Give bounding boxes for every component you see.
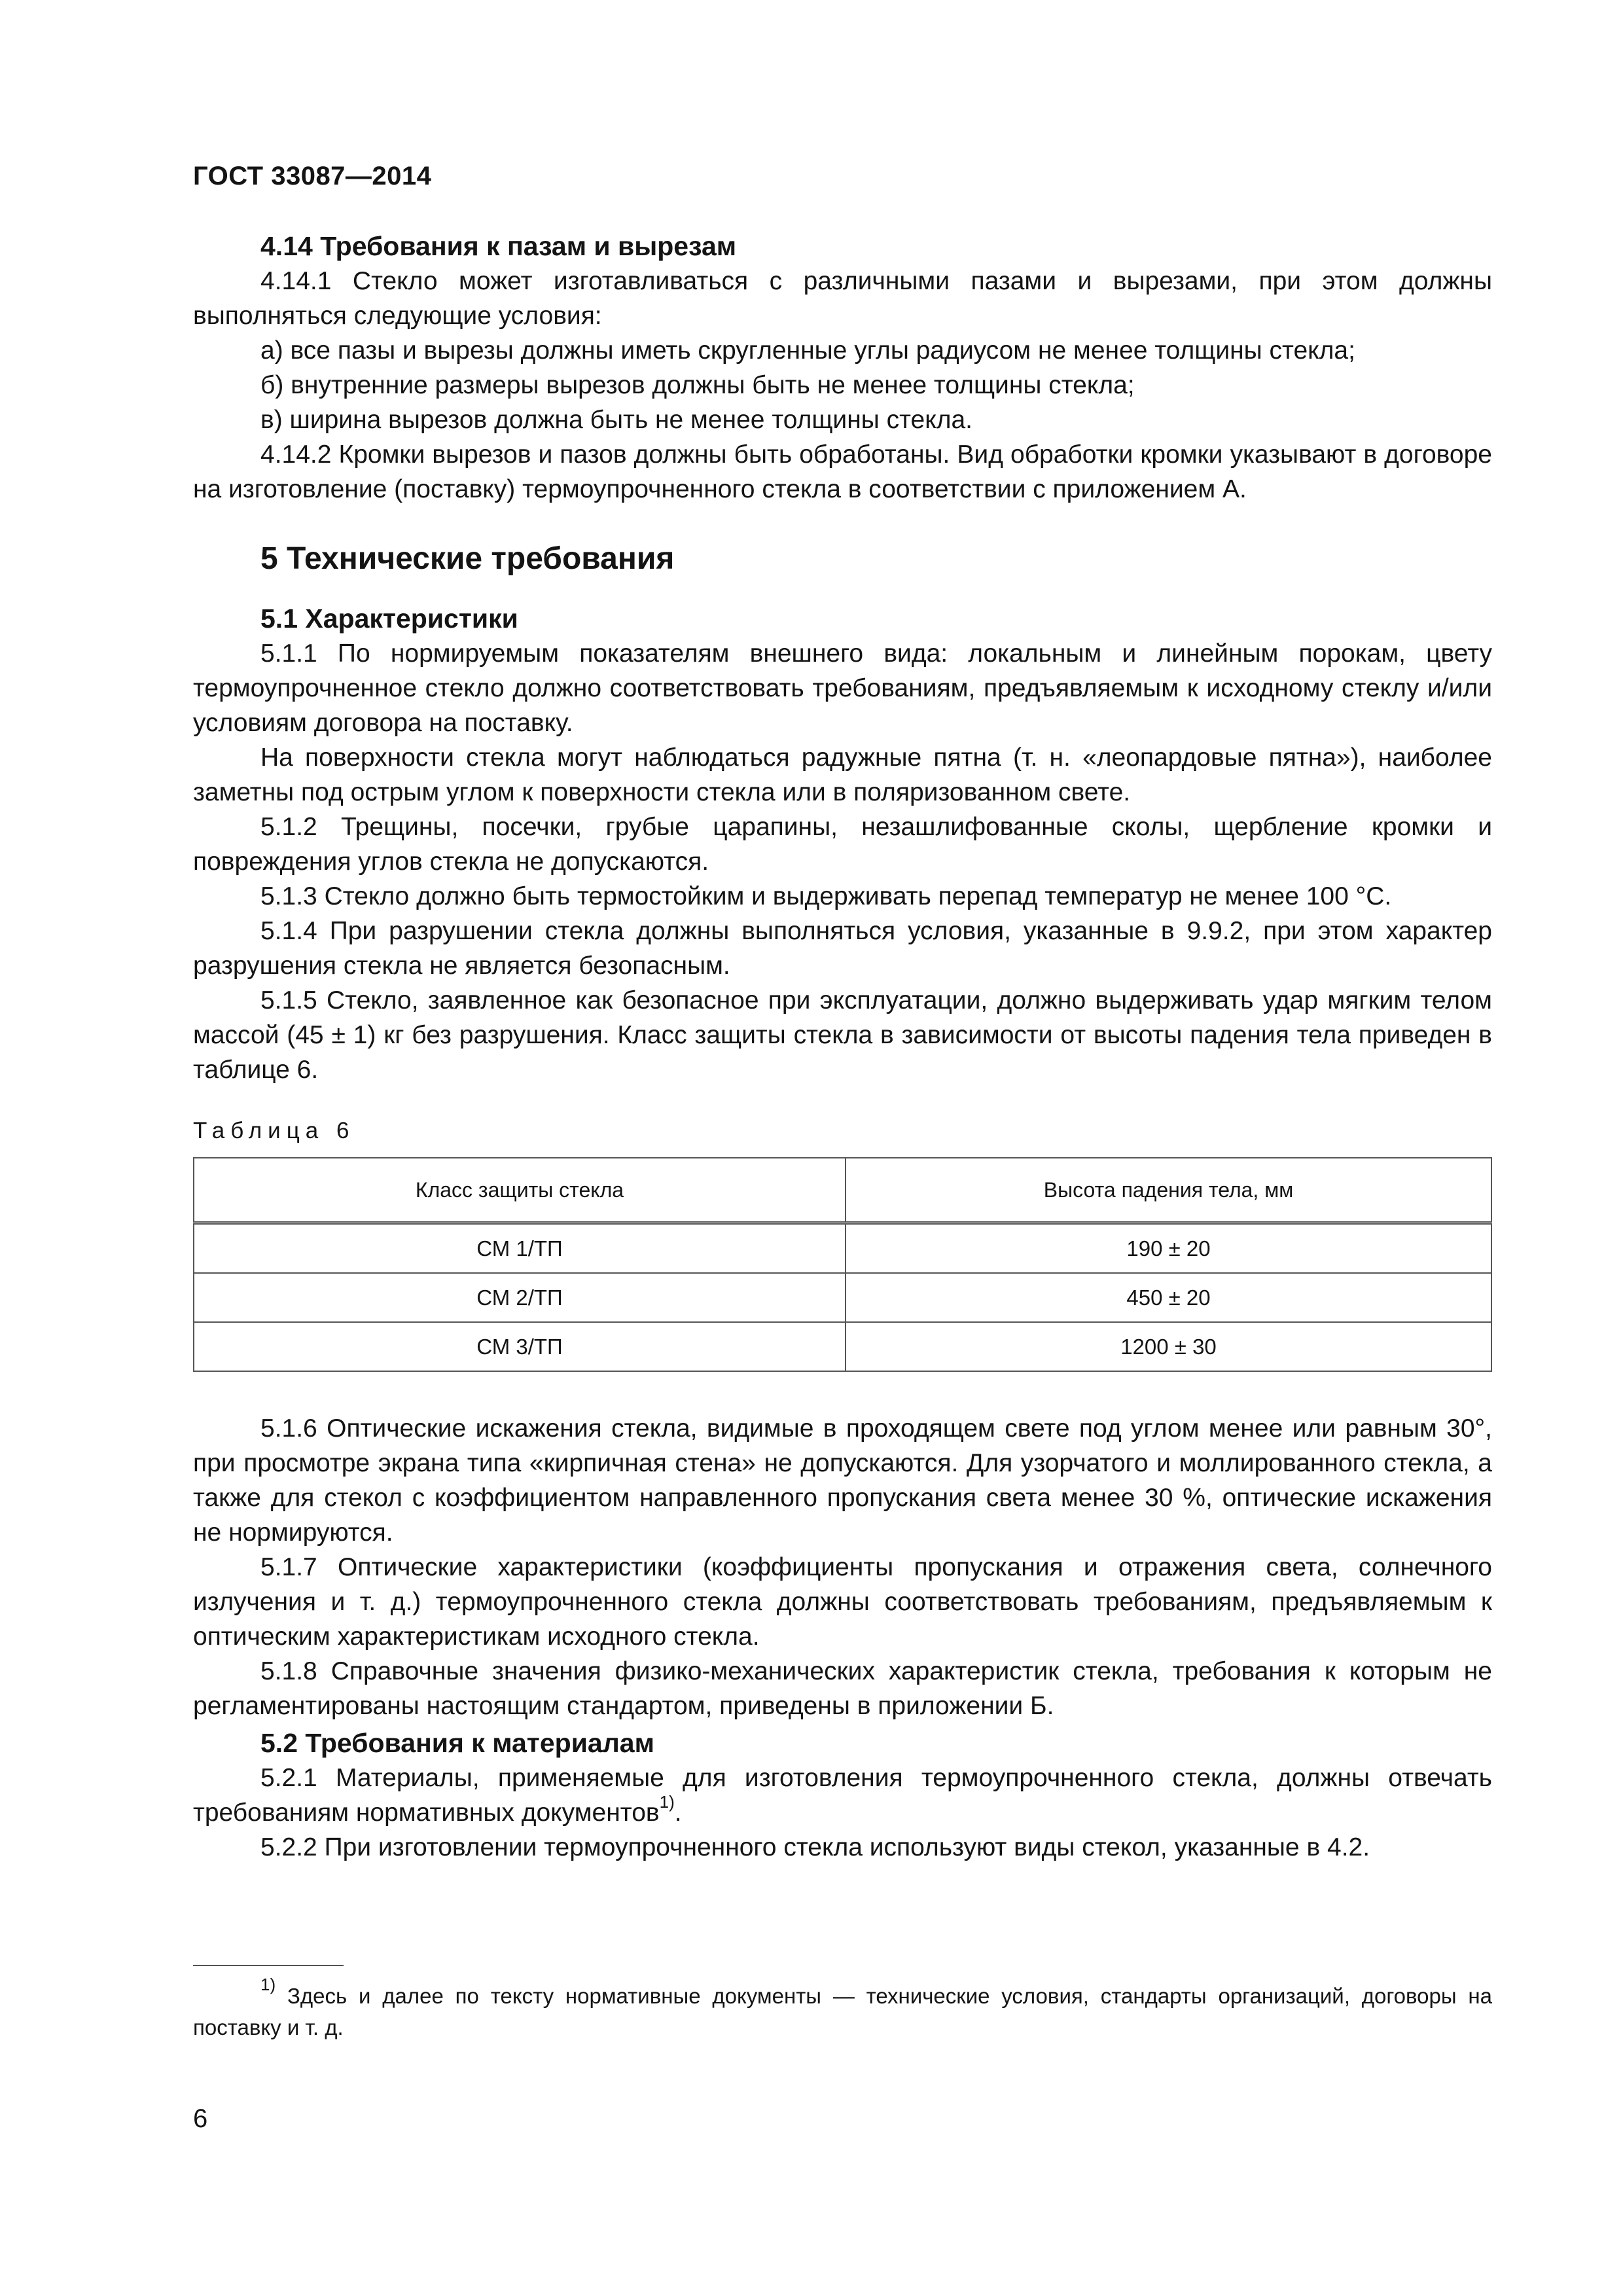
document-body bbox=[193, 229, 1492, 1865]
table-cell: СМ 3/ТП bbox=[194, 1322, 846, 1371]
paragraph-5-2-2: 5.2.2 При изготовлении термоупрочненного стекла используют виды стекол, указанные в 4.2. bbox=[260, 1833, 1370, 1861]
table-header-cell: Класс защиты стекла bbox=[194, 1158, 846, 1223]
section-heading-5-2: 5.2 Требования к материалам bbox=[260, 1728, 654, 1758]
footnote-separator bbox=[193, 1965, 344, 1966]
page-number: 6 bbox=[193, 2104, 208, 2133]
section-heading-4-14: 4.14 Требования к пазам и вырезам bbox=[260, 231, 737, 261]
paragraph-4-14-1: 4.14.1 Стекло может изготавливаться с различными пазами и вырезами, при этом должны выполняться следующие условия: bbox=[193, 267, 1492, 330]
footnote bbox=[193, 1975, 1492, 2043]
paragraph-4-14-2: 4.14.2 Кромки вырезов и пазов должны быть обработаны. Вид обработки кромки указывают в договоре на изготовление (поставку) термоупрочненного стекла в соответствии с приложением А. bbox=[193, 440, 1492, 503]
paragraph-5-1-2: 5.1.2 Трещины, посечки, грубые царапины, незашлифованные сколы, щербление кромки и повреждения углов стекла не допускаются. bbox=[193, 813, 1492, 876]
table-cell: 450 ± 20 bbox=[846, 1273, 1491, 1322]
table-row bbox=[194, 1322, 1491, 1371]
paragraph-5-2-1-text: 5.2.1 Материалы, применяемые для изготовления термоупрочненного стекла, должны отвечать требованиям нормативных документов bbox=[193, 1764, 1492, 1827]
paragraph-5-2-1 bbox=[193, 1761, 1492, 1830]
paragraph-5-1-6: 5.1.6 Оптические искажения стекла, видимые в проходящем свете под углом менее или равным 30°, при просмотре экрана типа «кирпичная стена» не допускаются. Для узорчатого и моллированного стекла, а также для стекол с коэффициентом направленного пропускания света менее 30 %, оптические искажения не нормируются. bbox=[193, 1414, 1492, 1547]
paragraph-5-1-5: 5.1.5 Стекло, заявленное как безопасное при эксплуатации, должно выдерживать удар мягким телом массой (45 ± 1) кг без разрушения. Класс защиты стекла в зависимости от высоты падения тела приведен в таблице 6. bbox=[193, 986, 1492, 1084]
table-cell: СМ 2/ТП bbox=[194, 1273, 846, 1322]
protection-class-table bbox=[193, 1157, 1492, 1372]
paragraph-5-1-4: 5.1.4 При разрушении стекла должны выполняться условия, указанные в 9.9.2, при этом характер разрушения стекла не является безопасным. bbox=[193, 917, 1492, 980]
table-cell: 1200 ± 30 bbox=[846, 1322, 1491, 1371]
footnote-mark: 1) bbox=[260, 1975, 276, 1994]
list-item-a: а) все пазы и вырезы должны иметь скругленные углы радиусом не менее толщины стекла; bbox=[260, 336, 1355, 365]
table-row bbox=[194, 1223, 1491, 1274]
table-header-cell: Высота падения тела, мм bbox=[846, 1158, 1491, 1223]
list-item-b: б) внутренние размеры вырезов должны быть не менее толщины стекла; bbox=[260, 371, 1135, 399]
paragraph-5-1-1: 5.1.1 По нормируемым показателям внешнего вида: локальным и линейным порокам, цвету термоупрочненное стекло должно соответствовать требованиям, предъявляемым к исходному стеклу и/или условиям договора на поставку. bbox=[193, 639, 1492, 737]
paragraph-5-1-7: 5.1.7 Оптические характеристики (коэффициенты пропускания и отражения света, солнечного излучения и т. д.) термоупрочненного стекла должны соответствовать требованиям, предъявляемым к оптическим характеристикам исходного стекла. bbox=[193, 1553, 1492, 1651]
document-code-header: ГОСТ 33087—2014 bbox=[193, 162, 432, 190]
chapter-heading-5: 5 Технические требования bbox=[260, 541, 675, 576]
table-caption: Таблица 6 bbox=[193, 1118, 355, 1143]
table-header-row bbox=[194, 1158, 1491, 1223]
paragraph-5-1-1-note: На поверхности стекла могут наблюдаться радужные пятна (т. н. «леопардовые пятна»), наиболее заметны под острым углом к поверхности стекла или в поляризованном свете. bbox=[193, 744, 1492, 806]
table-row bbox=[194, 1273, 1491, 1322]
list-item-c: в) ширина вырезов должна быть не менее толщины стекла. bbox=[260, 406, 973, 434]
table-cell: 190 ± 20 bbox=[846, 1223, 1491, 1274]
footnote-reference[interactable]: 1) bbox=[659, 1792, 675, 1812]
section-heading-5-1: 5.1 Характеристики bbox=[260, 603, 518, 634]
table-cell: СМ 1/ТП bbox=[194, 1223, 846, 1274]
paragraph-5-2-1-end: . bbox=[674, 1799, 682, 1827]
paragraph-5-1-8: 5.1.8 Справочные значения физико-механических характеристик стекла, требования к которым не регламентированы настоящим стандартом, приведены в приложении Б. bbox=[193, 1657, 1492, 1720]
paragraph-5-1-3: 5.1.3 Стекло должно быть термостойким и выдерживать перепад температур не менее 100 °С. bbox=[260, 882, 1392, 910]
footnote-text: Здесь и далее по тексту нормативные документы — технические условия, стандарты организаций, договоры на поставку и т. д. bbox=[193, 1984, 1492, 2039]
